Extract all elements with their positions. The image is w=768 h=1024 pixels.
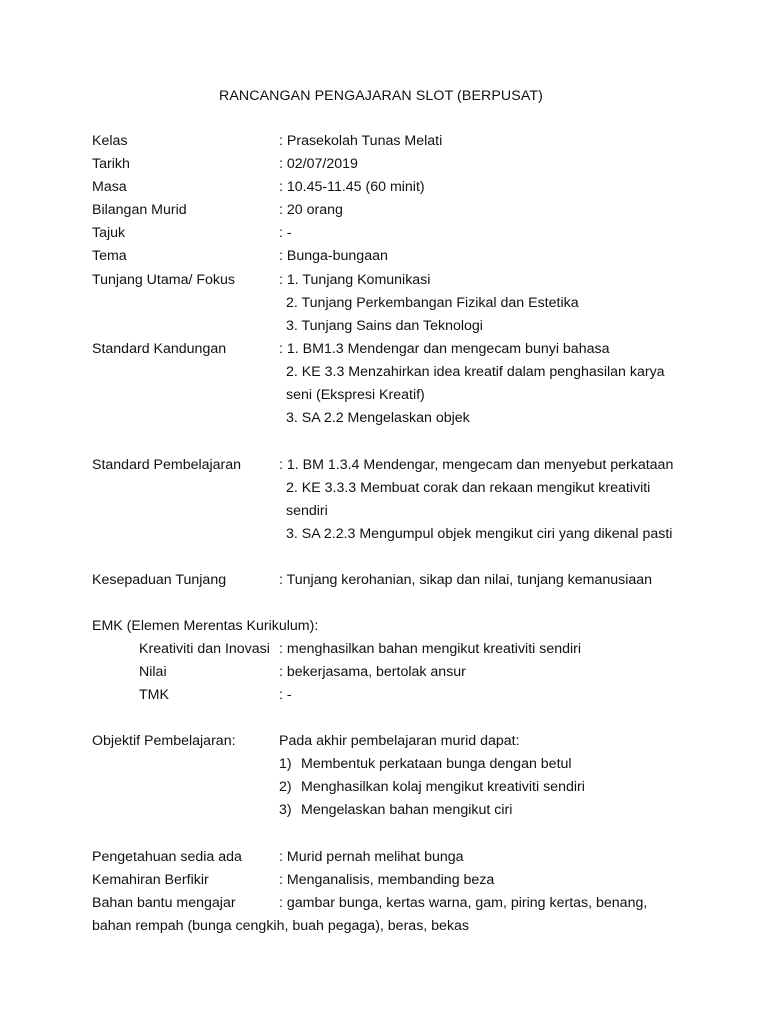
tunjang-utama-label: Tunjang Utama/ Fokus <box>92 272 235 288</box>
sk-line: 3. SA 2.2 Mengelaskan objek <box>286 410 470 426</box>
tajuk-label: Tajuk <box>92 225 126 241</box>
objektif-label: Objektif Pembelajaran: <box>92 733 236 749</box>
bbm-value: : gambar bunga, kertas warna, gam, piring kertas, benang, <box>279 895 648 911</box>
objektif-item-text: Membentuk perkataan bunga dengan betul <box>301 756 572 772</box>
bbm-continuation: bahan rempah (bunga cengkih, buah pegaga), beras, bekas <box>92 918 470 934</box>
emk-item-label: TMK <box>139 687 169 703</box>
sk-line: seni (Ekspresi Kreatif) <box>286 387 425 403</box>
emk-item-value: : bekerjasama, bertolak ansur <box>279 664 466 680</box>
objektif-intro: Pada akhir pembelajaran murid dapat: <box>279 733 520 749</box>
kemahiran-value: : Menganalisis, membanding beza <box>279 872 495 888</box>
sp-line: sendiri <box>286 503 328 519</box>
tajuk-value: : - <box>279 225 292 241</box>
objektif-item-number: 1) <box>279 756 292 772</box>
objektif-item-text: Menghasilkan kolaj mengikut kreativiti sendiri <box>301 779 585 795</box>
kelas-label: Kelas <box>92 133 128 149</box>
sk-line: : 1. BM1.3 Mendengar dan mengecam bunyi bahasa <box>279 341 610 357</box>
kelas-value: : Prasekolah Tunas Melati <box>279 133 443 149</box>
sp-line: : 1. BM 1.3.4 Mendengar, mengecam dan menyebut perkataan <box>279 457 674 473</box>
tunjang-line: 3. Tunjang Sains dan Teknologi <box>286 318 483 334</box>
standard-kandungan-label: Standard Kandungan <box>92 341 227 357</box>
emk-item-label: Nilai <box>139 664 167 680</box>
pengetahuan-value: : Murid pernah melihat bunga <box>279 849 464 865</box>
page-title: RANCANGAN PENGAJARAN SLOT (BERPUSAT) <box>219 88 543 104</box>
emk-item-value: : - <box>279 687 292 703</box>
objektif-item-text: Mengelaskan bahan mengikut ciri <box>301 802 513 818</box>
kemahiran-label: Kemahiran Berfikir <box>92 872 209 888</box>
kesepaduan-value: : Tunjang kerohanian, sikap dan nilai, tunjang kemanusiaan <box>279 572 653 588</box>
masa-label: Masa <box>92 179 127 195</box>
objektif-item-number: 3) <box>279 802 292 818</box>
tunjang-line: 2. Tunjang Perkembangan Fizikal dan Estetika <box>286 295 579 311</box>
emk-heading: EMK (Elemen Merentas Kurikulum): <box>92 618 319 634</box>
bilangan-murid-label: Bilangan Murid <box>92 202 187 218</box>
tema-label: Tema <box>92 248 127 264</box>
sp-line: 3. SA 2.2.3 Mengumpul objek mengikut ciri yang dikenal pasti <box>286 526 673 542</box>
objektif-item-number: 2) <box>279 779 292 795</box>
emk-item-label: Kreativiti dan Inovasi <box>139 641 270 657</box>
tema-value: : Bunga-bungaan <box>279 248 388 264</box>
tunjang-line: : 1. Tunjang Komunikasi <box>279 272 431 288</box>
sp-line: 2. KE 3.3.3 Membuat corak dan rekaan mengikut kreativiti <box>286 480 651 496</box>
bilangan-murid-value: : 20 orang <box>279 202 343 218</box>
bbm-label: Bahan bantu mengajar <box>92 895 236 911</box>
kesepaduan-label: Kesepaduan Tunjang <box>92 572 227 588</box>
tarikh-label: Tarikh <box>92 156 130 172</box>
tarikh-value: : 02/07/2019 <box>279 156 358 172</box>
sk-line: 2. KE 3.3 Menzahirkan idea kreatif dalam penghasilan karya <box>286 364 665 380</box>
pengetahuan-label: Pengetahuan sedia ada <box>92 849 242 865</box>
masa-value: : 10.45-11.45 (60 minit) <box>279 179 425 195</box>
emk-item-value: : menghasilkan bahan mengikut kreativiti sendiri <box>279 641 582 657</box>
standard-pembelajaran-label: Standard Pembelajaran <box>92 457 242 473</box>
